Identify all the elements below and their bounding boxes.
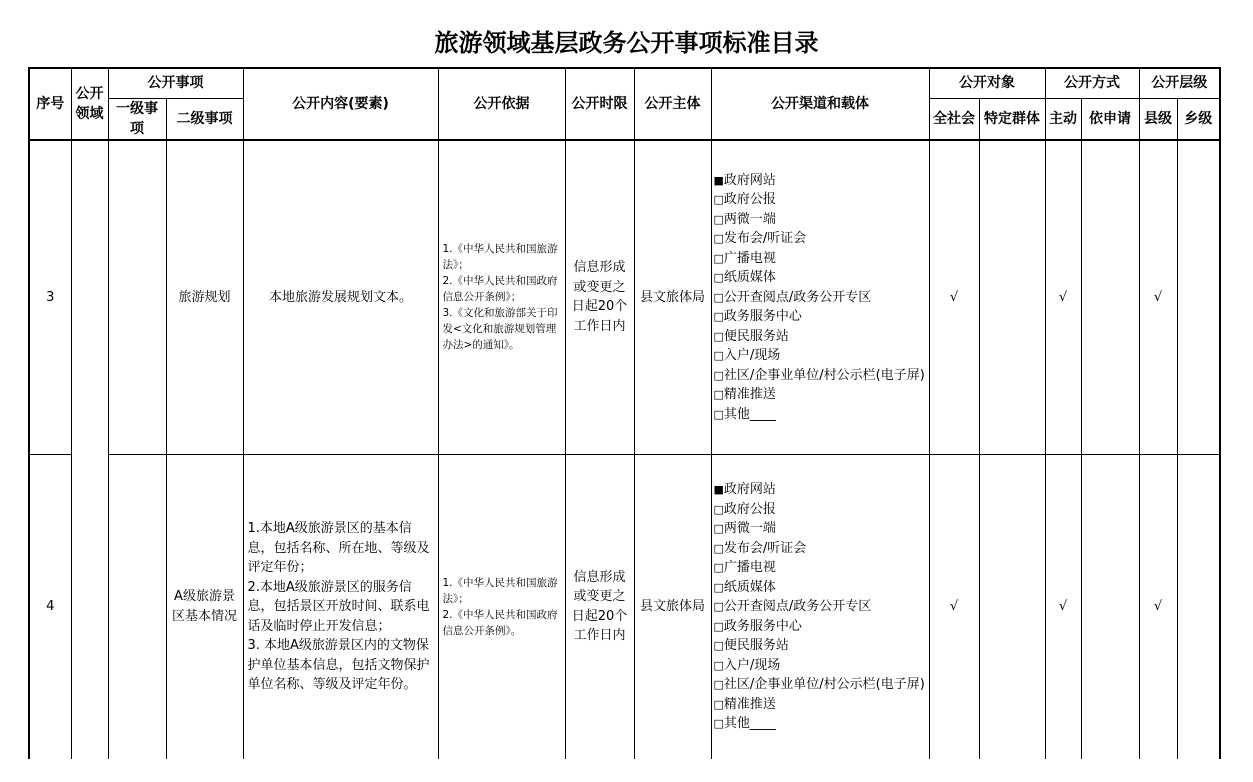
cell-method-active: √ bbox=[1045, 454, 1081, 759]
header-method-request: 依申请 bbox=[1081, 98, 1139, 140]
table-header bbox=[29, 68, 1220, 140]
checkbox-mark: ■ bbox=[713, 483, 724, 496]
cell-level1 bbox=[108, 454, 166, 759]
channel-item bbox=[714, 385, 927, 405]
header-level1: 一级事项 bbox=[108, 98, 166, 140]
channel-list bbox=[714, 480, 927, 734]
cell-audience-all: √ bbox=[929, 140, 979, 454]
cell-channels bbox=[711, 454, 929, 759]
checkbox-mark: □ bbox=[713, 329, 724, 343]
channel-label: 发布会/听证会 bbox=[723, 231, 807, 246]
basis-line: 2.《中华人民共和国政府信息公开条例》； bbox=[442, 275, 558, 304]
cell-level-township bbox=[1177, 140, 1220, 454]
checkbox-mark: □ bbox=[713, 697, 724, 711]
header-domain: 公开领域 bbox=[71, 68, 108, 140]
cell-seq: 4 bbox=[29, 454, 71, 759]
channel-item bbox=[714, 519, 927, 539]
page-title: 旅游领域基层政务公开事项标准目录 bbox=[434, 29, 819, 57]
checkbox-mark: □ bbox=[713, 561, 724, 574]
cell-method-request bbox=[1081, 454, 1139, 759]
channel-label: 社区/企事业单位/村公示栏(电子屏) bbox=[723, 677, 925, 692]
channel-label: 政府公报 bbox=[723, 501, 776, 517]
cell-level-township bbox=[1177, 454, 1220, 759]
channel-label: 政府公报 bbox=[723, 192, 776, 207]
content-line: 1.本地A级旅游景区的基本信息，包括名称、所在地、等级及评定年份； bbox=[247, 521, 430, 575]
channel-item bbox=[714, 500, 927, 520]
channel-label: 政务服务中心 bbox=[723, 618, 802, 634]
header-content: 公开内容(要素) bbox=[243, 68, 438, 140]
content-line: 本地旅游发展规划文本。 bbox=[268, 289, 412, 305]
basis-line: 3.《文化和旅游部关于印发<文化和旅游规划管理办法>的通知》。 bbox=[442, 307, 558, 352]
cell-audience-specific bbox=[979, 140, 1045, 454]
checkbox-mark: □ bbox=[713, 600, 724, 613]
checkbox-mark: □ bbox=[713, 407, 724, 421]
table-row bbox=[29, 140, 1220, 454]
header-subject: 公开主体 bbox=[634, 68, 711, 140]
cell-level2: A级旅游景区基本情况 bbox=[166, 454, 243, 759]
header-seq: 序号 bbox=[29, 68, 71, 140]
channel-item bbox=[714, 405, 927, 425]
channel-label: 政府网站 bbox=[723, 482, 776, 497]
channel-item bbox=[714, 288, 927, 308]
cell-channels bbox=[711, 140, 929, 454]
cell-audience-specific bbox=[979, 454, 1045, 759]
header-audience: 公开对象 bbox=[929, 68, 1045, 98]
cell-domain bbox=[71, 140, 108, 759]
channel-item bbox=[714, 346, 927, 366]
channel-item bbox=[714, 675, 927, 695]
basis-line: 1.《中华人民共和国旅游法》； bbox=[442, 243, 558, 272]
header-method: 公开方式 bbox=[1045, 68, 1139, 98]
header-items: 公开事项 bbox=[108, 68, 243, 98]
channel-item bbox=[714, 656, 927, 676]
checkbox-mark: □ bbox=[713, 541, 724, 555]
checkbox-mark: ■ bbox=[713, 173, 724, 187]
header-basis: 公开依据 bbox=[438, 68, 565, 140]
checkbox-mark: □ bbox=[713, 290, 724, 304]
channel-item bbox=[714, 327, 927, 347]
header-level2: 二级事项 bbox=[166, 98, 243, 140]
checkbox-mark: □ bbox=[713, 212, 724, 226]
channel-label: 便民服务站 bbox=[723, 638, 789, 653]
cell-time-limit: 信息形成或变更之日起20个工作日内 bbox=[565, 454, 634, 759]
channel-label: 发布会/听证会 bbox=[723, 540, 807, 556]
channel-label: 入户/现场 bbox=[723, 657, 781, 673]
cell-level1 bbox=[108, 140, 166, 454]
table-body bbox=[29, 140, 1220, 759]
checkbox-mark: □ bbox=[713, 349, 724, 362]
header-time-limit: 公开时限 bbox=[565, 68, 634, 140]
channel-item bbox=[714, 558, 927, 578]
cell-content bbox=[243, 454, 438, 759]
cell-content bbox=[243, 140, 438, 454]
checkbox-mark: □ bbox=[713, 717, 724, 730]
channel-label: 公开查阅点/政务公开专区 bbox=[723, 599, 872, 614]
content-line: 3. 本地A级旅游景区内的文物保护单位基本信息，包括文物保护单位名称、等级及评定年份。 bbox=[247, 638, 430, 692]
basis-lines bbox=[443, 575, 563, 639]
cell-subject: 县文旅体局 bbox=[634, 140, 711, 454]
channel-label: 社区/企事业单位/村公示栏(电子屏) bbox=[723, 367, 925, 383]
checkbox-mark: □ bbox=[713, 193, 724, 206]
header-method-active: 主动 bbox=[1045, 98, 1081, 140]
checkbox-mark: □ bbox=[713, 639, 724, 652]
content-lines bbox=[248, 519, 434, 695]
channel-label: 其他____ bbox=[723, 406, 776, 422]
cell-time-limit: 信息形成或变更之日起20个工作日内 bbox=[565, 140, 634, 454]
channel-item bbox=[714, 210, 927, 230]
cell-level-county: √ bbox=[1139, 454, 1177, 759]
channel-label: 纸质媒体 bbox=[723, 270, 776, 285]
channel-label: 政府网站 bbox=[723, 172, 776, 188]
channel-item bbox=[714, 695, 927, 715]
channel-label: 精准推送 bbox=[723, 696, 776, 712]
channel-label: 其他____ bbox=[723, 716, 776, 731]
channel-item bbox=[714, 366, 927, 386]
basis-line: 2.《中华人民共和国政府信息公开条例》。 bbox=[442, 608, 558, 637]
content-line: 2.本地A级旅游景区的服务信息，包括景区开放时间、联系电话及临时停止开发信息； bbox=[247, 579, 430, 634]
channel-label: 政务服务中心 bbox=[723, 309, 802, 324]
channel-item bbox=[714, 617, 927, 637]
table-row bbox=[29, 454, 1220, 759]
checkbox-mark: □ bbox=[713, 368, 724, 382]
header-channels: 公开渠道和载体 bbox=[711, 68, 929, 140]
header-level-township: 乡级 bbox=[1177, 98, 1220, 140]
channel-label: 便民服务站 bbox=[723, 328, 789, 344]
content-lines bbox=[248, 288, 434, 308]
channel-item bbox=[714, 229, 927, 249]
channel-item bbox=[714, 539, 927, 559]
cell-level2: 旅游规划 bbox=[166, 140, 243, 454]
channel-label: 纸质媒体 bbox=[723, 579, 776, 595]
channel-label: 公开查阅点/政务公开专区 bbox=[723, 289, 872, 305]
channel-label: 入户/现场 bbox=[723, 348, 781, 363]
channel-item bbox=[714, 190, 927, 210]
channel-item bbox=[714, 307, 927, 327]
channel-item bbox=[714, 268, 927, 288]
checkbox-mark: □ bbox=[713, 251, 724, 265]
checkbox-mark: □ bbox=[713, 502, 724, 516]
channel-label: 广播电视 bbox=[723, 560, 776, 575]
cell-method-request bbox=[1081, 140, 1139, 454]
checkbox-mark: □ bbox=[713, 388, 724, 401]
catalog-table bbox=[28, 67, 1221, 759]
basis-lines bbox=[443, 241, 563, 353]
header-row bbox=[29, 68, 1220, 98]
channel-item bbox=[714, 249, 927, 269]
channel-list bbox=[714, 171, 927, 425]
cell-level-county: √ bbox=[1139, 140, 1177, 454]
channel-item bbox=[714, 597, 927, 617]
channel-item bbox=[714, 578, 927, 598]
cell-seq: 3 bbox=[29, 140, 71, 454]
channel-item bbox=[714, 171, 927, 191]
header-level: 公开层级 bbox=[1139, 68, 1220, 98]
cell-basis bbox=[438, 140, 565, 454]
checkbox-mark: □ bbox=[713, 678, 724, 691]
channel-item bbox=[714, 636, 927, 656]
cell-basis bbox=[438, 454, 565, 759]
cell-subject: 县文旅体局 bbox=[634, 454, 711, 759]
checkbox-mark: □ bbox=[713, 232, 724, 245]
checkbox-mark: □ bbox=[713, 310, 724, 323]
channel-label: 精准推送 bbox=[723, 387, 776, 402]
channel-label: 两微一端 bbox=[723, 521, 776, 536]
cell-method-active: √ bbox=[1045, 140, 1081, 454]
checkbox-mark: □ bbox=[713, 271, 724, 284]
checkbox-mark: □ bbox=[713, 619, 724, 633]
header-level-county: 县级 bbox=[1139, 98, 1177, 140]
basis-line: 1.《中华人民共和国旅游法》； bbox=[442, 576, 558, 605]
checkbox-mark: □ bbox=[713, 580, 724, 594]
cell-audience-all: √ bbox=[929, 454, 979, 759]
checkbox-mark: □ bbox=[713, 522, 724, 535]
channel-label: 两微一端 bbox=[723, 211, 776, 227]
channel-item bbox=[714, 480, 927, 500]
header-audience-all: 全社会 bbox=[929, 98, 979, 140]
channel-item bbox=[714, 714, 927, 734]
channel-label: 广播电视 bbox=[723, 250, 776, 266]
header-audience-specific: 特定群体 bbox=[979, 98, 1045, 140]
checkbox-mark: □ bbox=[713, 658, 724, 672]
